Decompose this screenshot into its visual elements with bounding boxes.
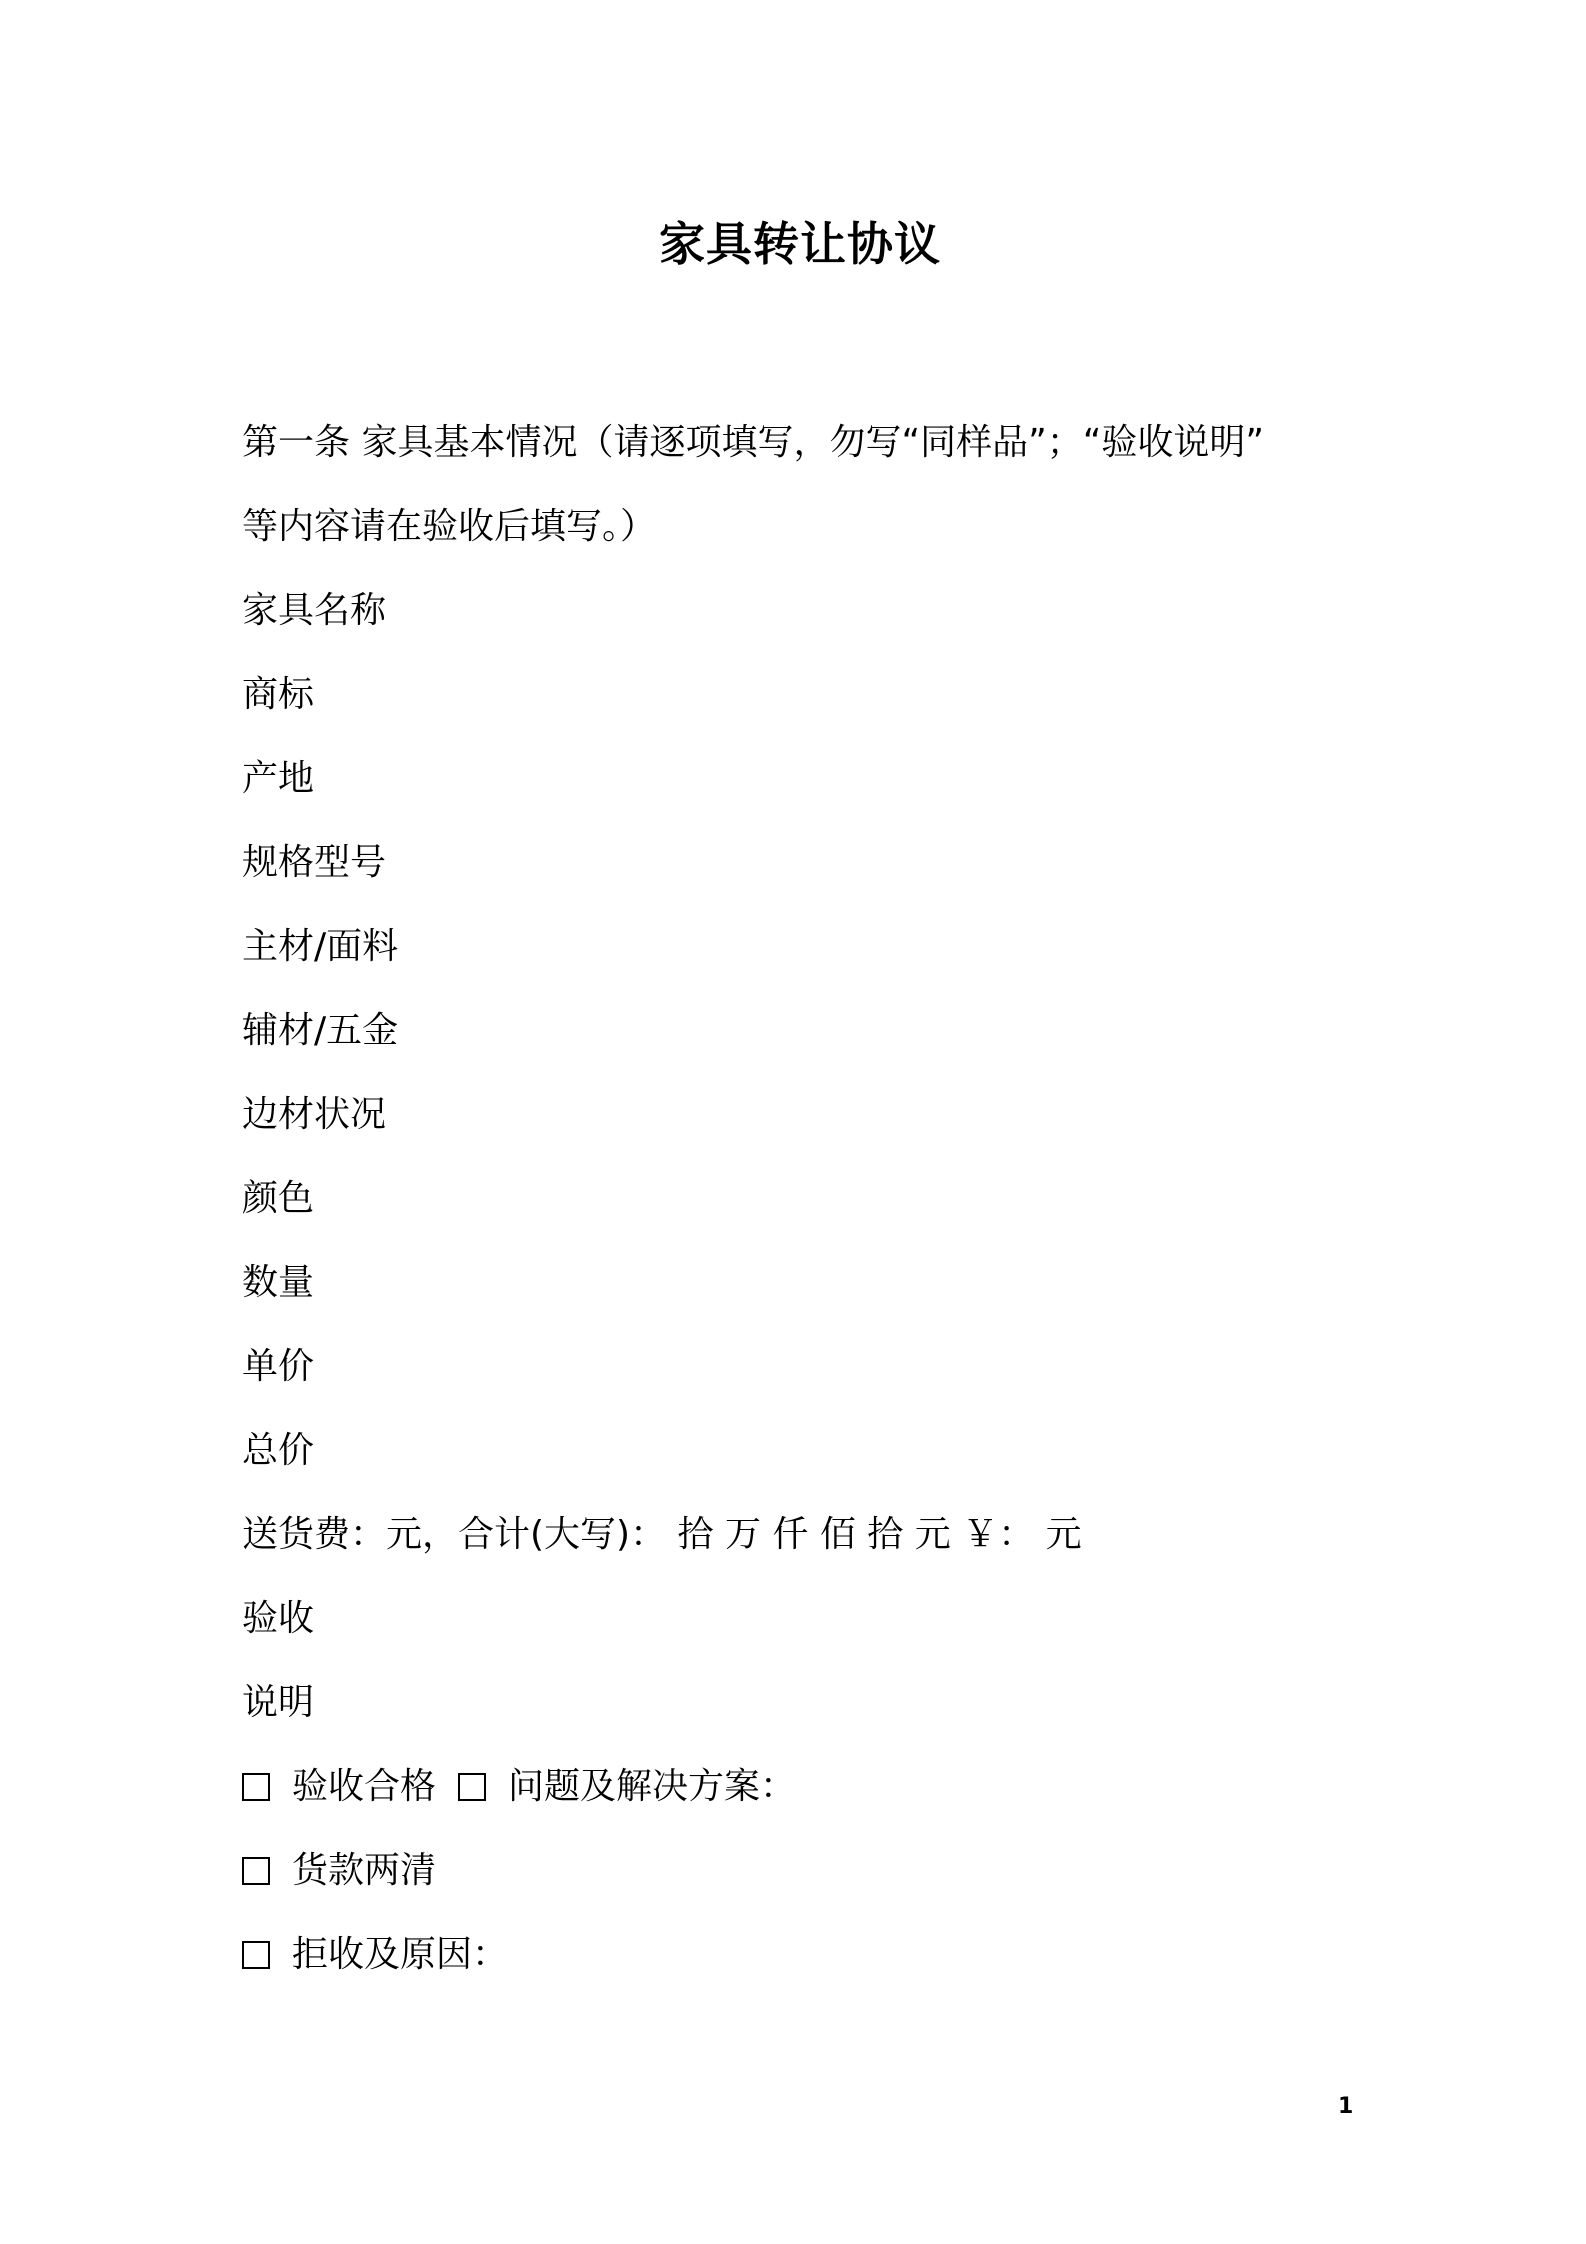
field-total-price: 总价	[242, 1430, 315, 1471]
article-1-heading-line-1: 第一条 家具基本情况（请逐项填写，勿写“同样品”；“验收说明”	[242, 422, 1265, 463]
rejected-checkbox[interactable]	[242, 1941, 270, 1969]
field-auxiliary-material: 辅材/五金	[242, 1010, 399, 1051]
field-color: 颜色	[242, 1178, 315, 1219]
acceptance-options-row	[242, 1745, 1362, 1829]
accepted-label: 验收合格	[292, 1766, 437, 1807]
field-origin: 产地	[242, 758, 315, 799]
paid-checkbox[interactable]	[242, 1857, 270, 1885]
field-main-material: 主材/面料	[242, 926, 399, 967]
description-label: 说明	[242, 1682, 315, 1723]
field-edge-condition: 边材状况	[242, 1094, 387, 1135]
field-model: 规格型号	[242, 842, 387, 883]
paid-label: 货款两清	[292, 1850, 437, 1891]
page-number: 1	[1338, 2094, 1354, 2119]
payment-option-row	[242, 1829, 1362, 1913]
document-title: 家具转让协议	[659, 217, 941, 271]
accepted-checkbox[interactable]	[242, 1773, 270, 1801]
field-trademark: 商标	[242, 674, 315, 715]
rejected-label: 拒收及原因：	[292, 1934, 509, 1975]
issues-checkbox[interactable]	[458, 1773, 486, 1801]
field-quantity: 数量	[242, 1262, 315, 1303]
acceptance-label: 验收	[242, 1598, 315, 1639]
issues-label: 问题及解决方案：	[508, 1766, 797, 1807]
field-furniture-name: 家具名称	[242, 590, 387, 631]
rejection-option-row	[242, 1913, 1362, 1997]
document-body	[242, 401, 1362, 1997]
article-1-heading-line-2: 等内容请在验收后填写。）	[242, 506, 657, 547]
field-unit-price: 单价	[242, 1346, 315, 1387]
delivery-fee-line: 送货费：元，合计(大写)： 拾 万 仟 佰 拾 元 ￥： 元	[242, 1514, 1082, 1555]
